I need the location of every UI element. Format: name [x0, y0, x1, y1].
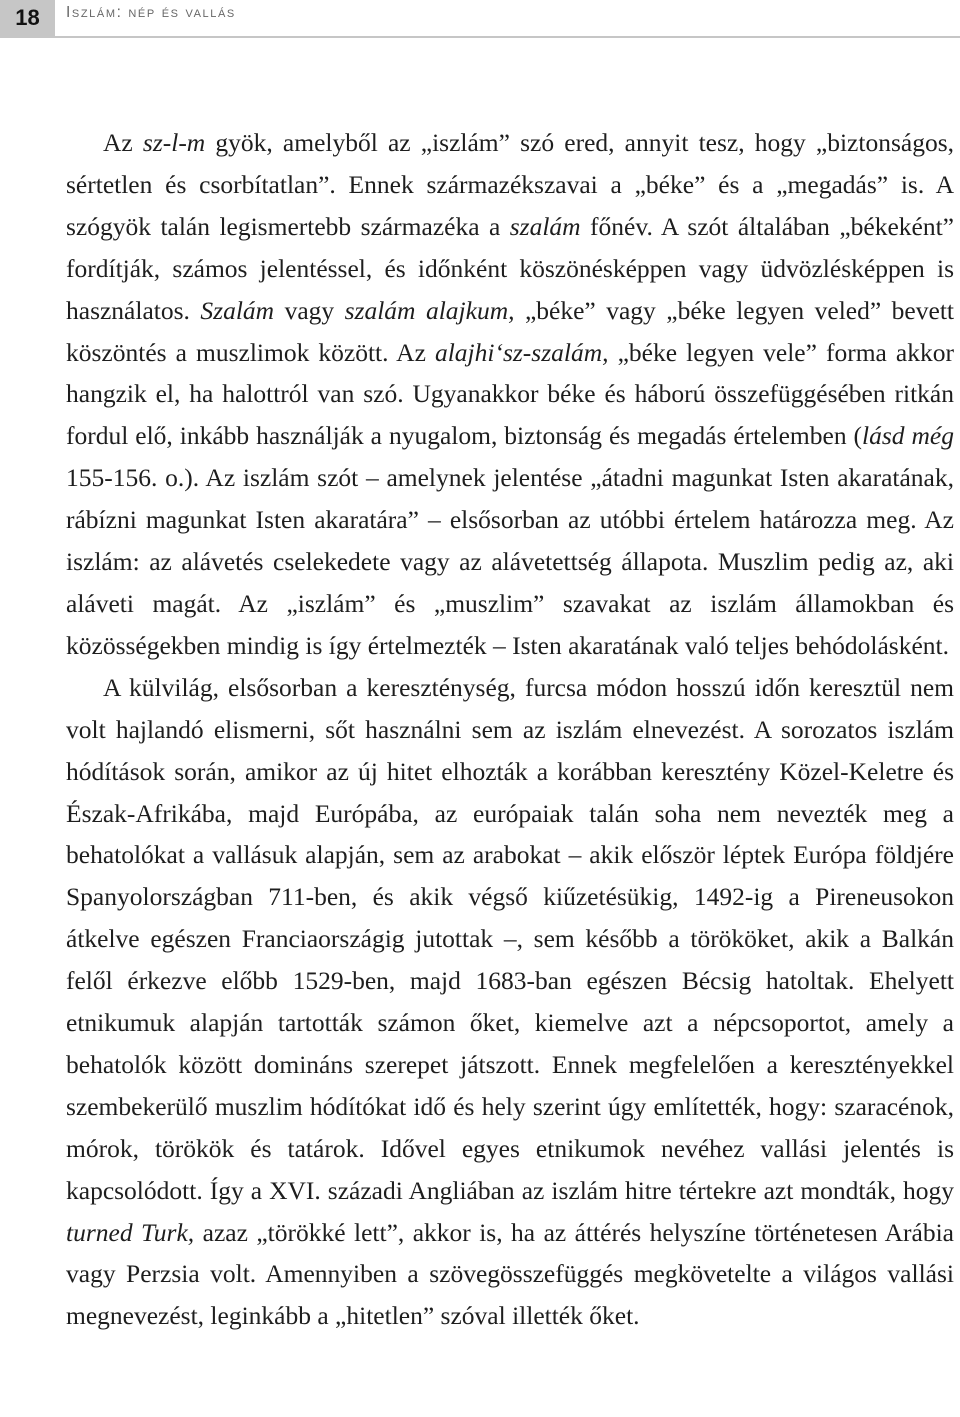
page-header: [0, 0, 960, 38]
italic-term: sz-l-m: [142, 128, 206, 157]
body-text: [66, 122, 954, 1337]
italic-term: szalám alajkum,: [344, 295, 515, 325]
text-run: gyök, amelyből az „iszlám” szó ered, annyit tesz, hogy „biztonságos, sértetlen és csorbítatlan”. Ennek származékszavai a „béke” és a „megadás” is. A szógyök talán legismertebb származéka a: [66, 128, 954, 241]
text-run: „béke” vagy „béke legyen veled” bevett köszöntés a muszlimok között. Az: [66, 295, 954, 367]
italic-term: turned Turk,: [66, 1217, 195, 1247]
text-run: „béke legyen vele” forma akkor hangzik el, ha halottról van szó. Ugyanakkor béke és háború összefüggésében ritkán fordul elő, inkább használják a nyugalom, biztonság és megadás értelemben (: [66, 337, 954, 451]
page-number: 18: [0, 0, 55, 36]
italic-term: szalám: [509, 211, 581, 241]
text-run: 155-156. o.). Az iszlám szót – amelynek jelentése „átadni magunkat Isten akaratának, rábízni magunkat Isten akaratára” – elsősorban az utóbbi értelem határozza meg. Az iszlám: az alávetés cselekedete vagy az alávetettség állapota. Muszlim pedig az, aki aláveti magát. Az „iszlám” és „muszlim” szavakat az iszlám államokban és közösségekben mindig is így értelmezték – Isten akaratának való teljes behódolásként.: [66, 463, 954, 660]
text-run: azaz „törökké lett”, akkor is, ha az áttérés helyszíne történetesen Arábia vagy Perzsia volt. Amennyiben a szövegösszefüggés megkövetelte a világos vallási megnevezést, leginkább a „hitetlen” szóval illették őket.: [66, 1217, 954, 1331]
paragraph-1: [66, 122, 954, 667]
italic-term: lásd még: [862, 421, 954, 451]
running-title: Iszlám: nép és vallás: [66, 4, 236, 21]
text-run: A külvilág, elsősorban a kereszténység, furcsa módon hosszú időn keresztül nem volt hajlandó elismerni, sőt használni sem az iszlám elnevezést. A sorozatos iszlám hódítások során, amikor az új hitet elhozták a korábban keresztény Közel-Keletre és Észak-Afrikába, majd Európába, az európaiak talán soha nem nevezték meg a behatolókat a vallásuk alapján, sem az arabokat – akik először léptek Európa földjére Spanyolországban 711-ben, és akik végső kiűzetésükig, 1492-ig a Pireneusokon átkelve egészen Franciaországig jutottak –, sem később a törököket, akik a Balkán felől érkezve előbb 1529-ben, majd 1683-ban egészen Bécsig hatoltak. Ehelyett etnikumuk alapján tartották számon őket, kiemelve azt a népcsoportot, amely a behatolók között domináns szerepet játszott. Ennek megfelelően a keresztényekkel szembekerülő muszlim hódítókat idő és hely szerint úgy említették, hogy: szaracénok, mórok, törökök és tatárok. Idővel egyes etnikumok nevéhez vallási jelentés is kapcsolódott. Így a XVI. századi Angliában az iszlám hitre tértekre azt mondták, hogy: [66, 672, 954, 1205]
italic-term: alajhi‘sz-szalám,: [434, 337, 609, 367]
text-run: vagy: [274, 295, 345, 325]
paragraph-2: [66, 667, 954, 1338]
text-run: Az: [103, 128, 143, 157]
text-run: főnév. A szót általában „békeként” fordítják, számos jelentéssel, és időnként köszönésképpen vagy üdvözlésképpen is használatos.: [66, 211, 954, 325]
header-rule: [0, 36, 960, 38]
italic-term: Szalám: [200, 295, 275, 325]
